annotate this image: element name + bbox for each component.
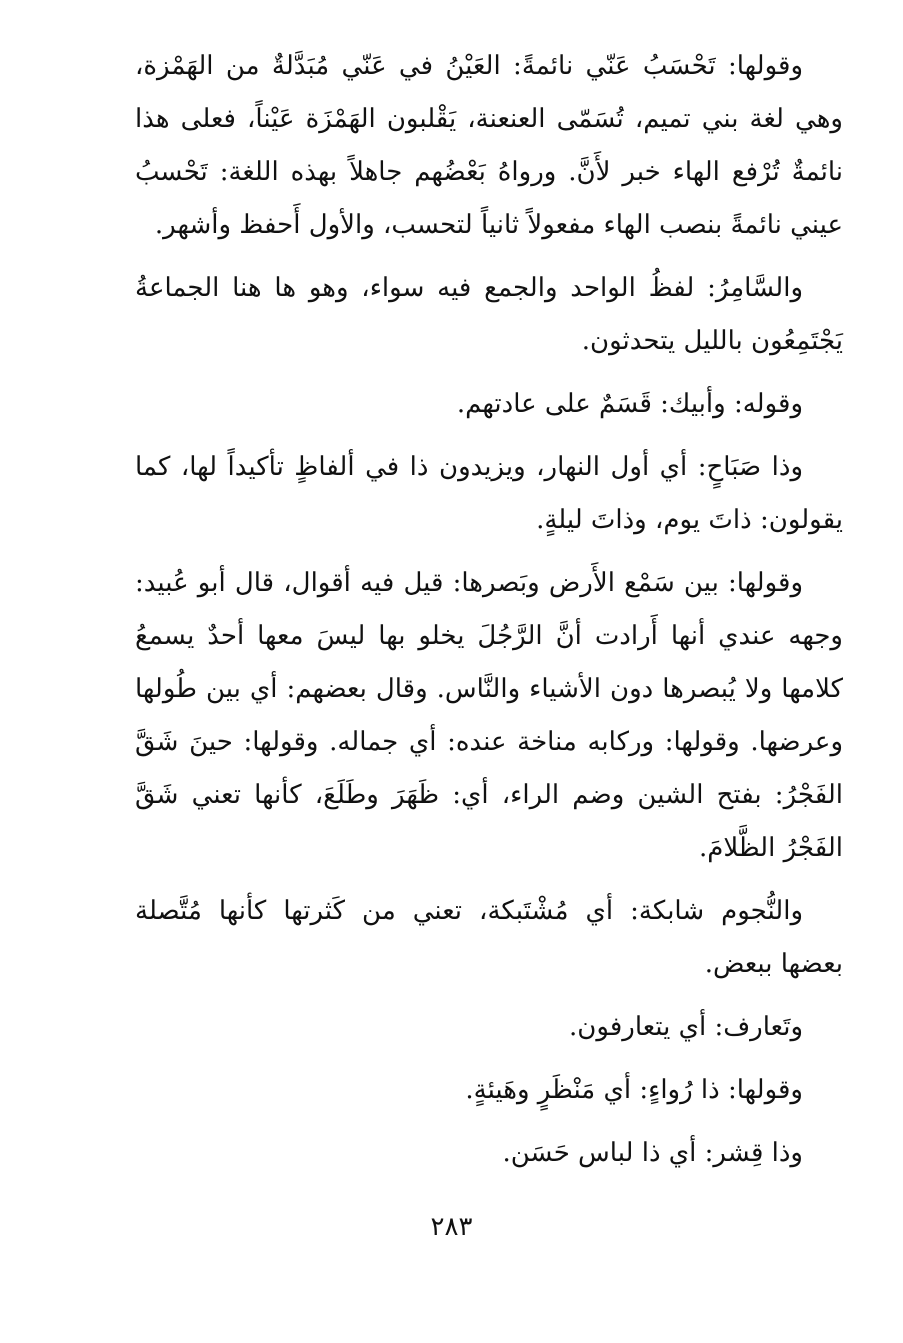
paragraph-1: وقولها: تَحْسَبُ عَنّي نائمةً: العَيْنُ في عَنّي مُبَدَّلةٌ من الهَمْزة، وهي لغة بني تميم، تُسَمّى العنعنة، يَقْلبون الهَمْزَة عَيْناً، فعلى هذا نائمةٌ تُرْفع الهاء خبر لأَنَّ. ورواهُ بَعْضُهم جاهلاً بهذه اللغة: تَحْسبُ عيني نائمةً بنصب الهاء مفعولاً ثانياً لتحسب، والأول أَحفظ وأشهر. bbox=[135, 51, 843, 240]
paragraph-5: وقولها: بين سَمْع الأَرض وبَصرها: قيل فيه أقوال، قال أبو عُبيد: وجهه عندي أنها أَرادت أنَّ الرَّجُلَ يخلو بها ليسَ معها أحدٌ يسمعُ كلامها ولا يُبصرها دون الأشياء والنَّاس. وقال بعضهم: أي بين طُولها وعرضها. وقولها: وركابه مناخة عنده: أي جماله. وقولها: حينَ شَقَّ الفَجْرُ: بفتح الشين وضم الراء، أي: ظَهَرَ وطَلَعَ، كأنها تعني شَقَّ الفَجْرُ الظَّلامَ. bbox=[135, 568, 843, 863]
paragraph-8: وقولها: ذا رُواءٍ: أي مَنْظَرٍ وهَيئةٍ. bbox=[465, 1075, 803, 1105]
paragraph-3: وقوله: وأبيك: قَسَمٌ على عادتهم. bbox=[456, 389, 803, 419]
paragraph-4: وذا صَبَاحٍ: أي أول النهار، ويزيدون ذا في ألفاظٍ تأكيداً لها، كما يقولون: ذاتَ يوم، وذاتَ ليلةٍ. bbox=[135, 452, 843, 535]
page-body bbox=[135, 40, 843, 1190]
page-number: ٢٨٣ bbox=[430, 1212, 473, 1242]
paragraph-2: والسَّامِرُ: لفظُ الواحد والجمع فيه سواء، وهو ها هنا الجماعةُ يَجْتَمِعُون بالليل يتحدثون. bbox=[135, 273, 843, 356]
paragraph-6: والنُّجوم شابكة: أي مُشْتَبكة، تعني من كَثرتها كأنها مُتَّصلة بعضها ببعض. bbox=[135, 896, 843, 979]
paragraph-9: وذا قِشر: أي ذا لباس حَسَن. bbox=[502, 1138, 803, 1168]
paragraph-7: وتَعارف: أي يتعارفون. bbox=[569, 1012, 803, 1042]
